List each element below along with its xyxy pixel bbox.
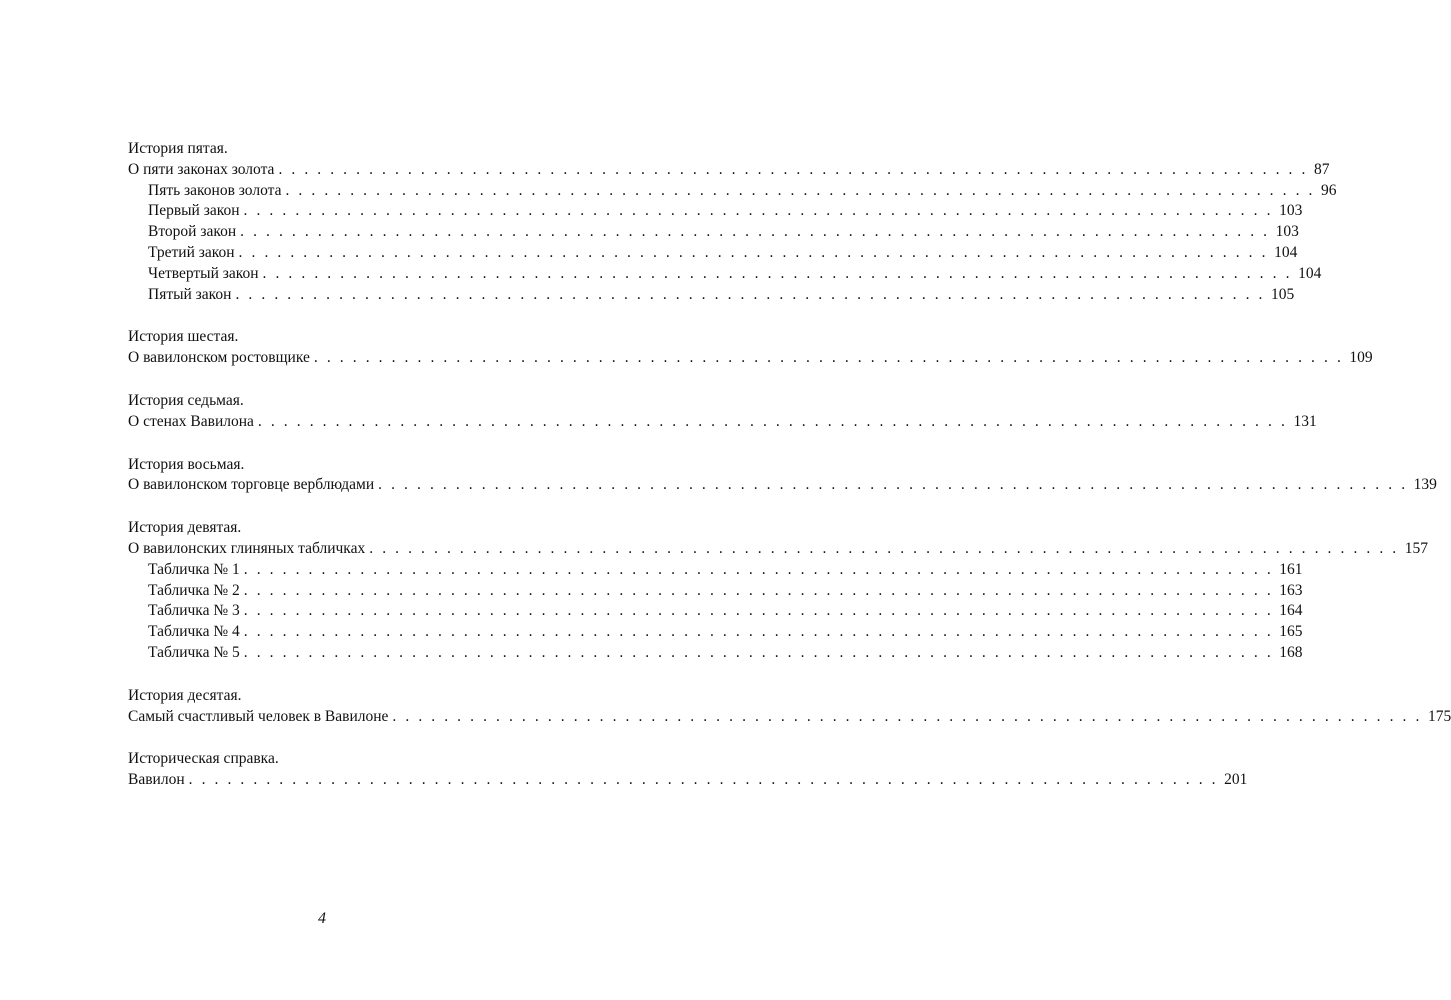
entry-label: Пять законов золота — [148, 181, 282, 199]
entry-label: О вавилонских глиняных табличках — [128, 539, 366, 557]
entry-label: Первый закон — [148, 202, 240, 220]
dot-leader: . . . . . . . . . . . . . . . . . . . . . . . . . . . . . . . . . . . . . . . . . . . . . . . . . . . . . . . . . . . . . . . . . . . . . . . . . . . . . . . . — [238, 243, 1269, 261]
entry-page-number: 163 — [1279, 581, 1303, 599]
page-number: 4 — [318, 910, 326, 927]
entry-page-number: 168 — [1279, 643, 1303, 661]
entry-label: О стенах Вавилона — [128, 412, 254, 430]
entry-page-number: 103 — [1279, 202, 1303, 220]
section-title: История шестая. — [128, 328, 239, 346]
entry-label: Табличка № 4 — [148, 623, 240, 641]
toc-section — [128, 749, 1248, 791]
toc-subentry — [128, 201, 1303, 222]
dot-leader: . . . . . . . . . . . . . . . . . . . . . . . . . . . . . . . . . . . . . . . . . . . . . . . . . . . . . . . . . . . . . . . . . . . . . . . . . . . . . . . . — [262, 264, 1293, 282]
entry-label: Четвертый закон — [148, 264, 259, 282]
toc-entry — [128, 348, 1373, 369]
toc-section — [128, 139, 1337, 305]
toc-subentry — [128, 560, 1303, 581]
section-title: История седьмая. — [128, 391, 244, 409]
section-title: История восьмая. — [128, 455, 245, 473]
dot-leader: . . . . . . . . . . . . . . . . . . . . . . . . . . . . . . . . . . . . . . . . . . . . . . . . . . . . . . . . . . . . . . . . . . . . . . . . . . . . . . . . — [243, 623, 1274, 641]
entry-label: Самый счастливый человек в Вавилоне — [128, 707, 389, 725]
entry-page-number: 105 — [1271, 285, 1295, 303]
dot-leader: . . . . . . . . . . . . . . . . . . . . . . . . . . . . . . . . . . . . . . . . . . . . . . . . . . . . . . . . . . . . . . . . . . . . . . . . . . . . . . . . — [378, 476, 1408, 494]
dot-leader: . . . . . . . . . . . . . . . . . . . . . . . . . . . . . . . . . . . . . . . . . . . . . . . . . . . . . . . . . . . . . . . . . . . . . . . . . . . . . . . . — [235, 285, 1266, 303]
toc-entry — [128, 160, 1330, 181]
entry-label: Пятый закон — [148, 285, 232, 303]
section-title: История десятая. — [128, 686, 242, 704]
dot-leader: . . . . . . . . . . . . . . . . . . . . . . . . . . . . . . . . . . . . . . . . . . . . . . . . . . . . . . . . . . . . . . . . . . . . . . . . . . . . . . . . — [285, 181, 1316, 199]
dot-leader: . . . . . . . . . . . . . . . . . . . . . . . . . . . . . . . . . . . . . . . . . . . . . . . . . . . . . . . . . . . . . . . . . . . . . . . . . . . . . . . . — [243, 602, 1274, 620]
entry-label: Вавилон — [128, 771, 185, 789]
toc-entry — [128, 539, 1429, 560]
entry-page-number: 161 — [1279, 560, 1303, 578]
toc-subentry — [128, 264, 1322, 285]
entry-label: О вавилонском ростовщике — [128, 349, 310, 367]
section-title: История пятая. — [128, 140, 228, 157]
entry-page-number: 175 — [1427, 707, 1451, 725]
entry-page-number: 96 — [1321, 181, 1337, 199]
toc-entry — [128, 707, 1451, 728]
section-title: Историческая справка. — [128, 750, 279, 768]
entry-label: Третий закон — [148, 243, 235, 261]
toc-entry — [128, 770, 1248, 791]
toc-section — [128, 686, 1451, 728]
entry-label: О вавилонском торговце верблюдами — [128, 476, 375, 494]
dot-leader: . . . . . . . . . . . . . . . . . . . . . . . . . . . . . . . . . . . . . . . . . . . . . . . . . . . . . . . . . . . . . . . . . . . . . . . . . . . . . . . . — [243, 643, 1274, 661]
entry-page-number: 104 — [1298, 264, 1322, 282]
dot-leader: . . . . . . . . . . . . . . . . . . . . . . . . . . . . . . . . . . . . . . . . . . . . . . . . . . . . . . . . . . . . . . . . . . . . . . . . . . . . . . . . — [369, 539, 1399, 557]
entry-label: Табличка № 2 — [148, 581, 240, 599]
toc-section — [128, 327, 1373, 369]
dot-leader: . . . . . . . . . . . . . . . . . . . . . . . . . . . . . . . . . . . . . . . . . . . . . . . . . . . . . . . . . . . . . . . . . . . . . . . . . . . . . . . . — [243, 560, 1274, 578]
entry-page-number: 201 — [1224, 771, 1248, 789]
entry-page-number: 164 — [1279, 602, 1303, 620]
toc-section — [128, 455, 1437, 497]
entry-page-number: 157 — [1404, 539, 1429, 557]
entry-label: Табличка № 3 — [148, 602, 240, 620]
dot-leader: . . . . . . . . . . . . . . . . . . . . . . . . . . . . . . . . . . . . . . . . . . . . . . . . . . . . . . . . . . . . . . . . . . . . . . . . . . . . . . . . — [257, 412, 1288, 430]
entry-page-number: 104 — [1274, 243, 1298, 261]
dot-leader: . . . . . . . . . . . . . . . . . . . . . . . . . . . . . . . . . . . . . . . . . . . . . . . . . . . . . . . . . . . . . . . . . . . . . . . . . . . . . . . . — [278, 160, 1308, 178]
toc-entry — [128, 475, 1437, 496]
dot-leader: . . . . . . . . . . . . . . . . . . . . . . . . . . . . . . . . . . . . . . . . . . . . . . . . . . . . . . . . . . . . . . . . . . . . . . . . . . . . . . . . — [243, 581, 1274, 599]
toc-subentry — [128, 222, 1299, 243]
entry-page-number: 103 — [1275, 223, 1299, 241]
toc-subentry — [128, 581, 1303, 602]
toc-subentry — [128, 285, 1295, 306]
toc-entry — [128, 412, 1317, 433]
entry-label: Табличка № 5 — [148, 643, 240, 661]
toc-subentry — [128, 181, 1337, 202]
entry-page-number: 87 — [1313, 160, 1330, 178]
toc-section — [128, 391, 1317, 433]
dot-leader: . . . . . . . . . . . . . . . . . . . . . . . . . . . . . . . . . . . . . . . . . . . . . . . . . . . . . . . . . . . . . . . . . . . . . . . . . . . . . . . . — [243, 202, 1274, 220]
entry-label: Второй закон — [148, 223, 237, 241]
entry-page-number: 165 — [1279, 623, 1303, 641]
entry-page-number: 109 — [1349, 349, 1373, 367]
table-of-contents — [128, 139, 1451, 813]
entry-page-number: 131 — [1293, 412, 1317, 430]
toc-subentry — [128, 643, 1303, 664]
dot-leader: . . . . . . . . . . . . . . . . . . . . . . . . . . . . . . . . . . . . . . . . . . . . . . . . . . . . . . . . . . . . . . . . . . . . . . . . . . . . . . . . — [313, 349, 1344, 367]
entry-label: Табличка № 1 — [148, 560, 240, 578]
toc-subentry — [128, 243, 1298, 264]
entry-label: О пяти законах золота — [128, 160, 275, 178]
dot-leader: . . . . . . . . . . . . . . . . . . . . . . . . . . . . . . . . . . . . . . . . . . . . . . . . . . . . . . . . . . . . . . . . . . . . . . . . . . . . . . . . — [240, 223, 1270, 241]
dot-leader: . . . . . . . . . . . . . . . . . . . . . . . . . . . . . . . . . . . . . . . . . . . . . . . . . . . . . . . . . . . . . . . . . . . . . . . . . . . . . . . . — [188, 771, 1219, 789]
toc-section — [128, 518, 1429, 664]
entry-page-number: 139 — [1413, 476, 1437, 494]
section-title: История девятая. — [128, 519, 242, 537]
dot-leader: . . . . . . . . . . . . . . . . . . . . . . . . . . . . . . . . . . . . . . . . . . . . . . . . . . . . . . . . . . . . . . . . . . . . . . . . . . . . . . . . — [392, 707, 1422, 725]
toc-subentry — [128, 601, 1303, 622]
toc-subentry — [128, 622, 1303, 643]
